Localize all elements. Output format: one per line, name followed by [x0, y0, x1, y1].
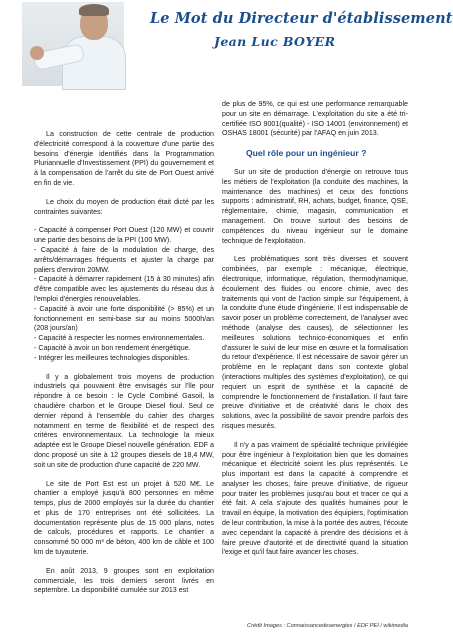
- photo-hair: [79, 4, 109, 16]
- director-photo: [22, 2, 124, 86]
- list-item: - Capacité à démarrer rapidement (15 à 30 minutes) afin d'être compatible avec les ajustements du réseau dus à l'emploi d'énergies renouvelables.: [34, 275, 214, 303]
- paragraph-jobs: Sur un site de production d'énergie on retrouve tous les métiers de l'exploitation (la conduite des machines, la maintenance des machines) et ceux des fonctions supports : administratif, RH, achats, budget, finance, QSE, réglementaire, chimie, magasin, communication et management. On trouve surtout des besoins de compétences du niveau ingénieur sur le domaine technique de l'exploitation.: [222, 167, 408, 245]
- paragraph-problems: Les problématiques sont très diverses et souvent combinées, par exemple : mécanique, électrique, électronique, informatique, régulation, thermodynamique, écoulement des fluides ou encore chimie, avec des traitements qui vont de l'action simple sur l'équipement, à la conduite d'une étude d'ingénierie. Il est indispensable de savoir poser un problème correctement, de l'analyser avec méthode (analyse des causes), de sélectionner les meilleures solutions technico-économiques et enfin d'assurer le suivi de leur mise en œuvre et la formalisation du retour d'expérience. Il est nécessaire de savoir gérer un problème en le replaçant dans son contexte global (interactions multiples des systèmes d'exploitation), ce qui requiert un esprit de synthèse et la capacité de comprendre le fonctionnement de l'installation. Il faut faire preuve d'initiative et de créativité dans le choix des solutions, avec la possibilité de savoir prendre parfois des risques mesurés.: [222, 255, 408, 430]
- paragraph-production-means: Il y a globalement trois moyens de production industriels qui pouvaient être envisagés sur l'île pour répondre à ce besoin : le Cycle Combiné Gasoil, la chaudière charbon et le Groupe Diesel fioul. Seul ce dernier répond à l'ensemble du cahier des charges notamment en terme de flexibilité et de respect des critères environnementaux. La technologie la mieux adaptée est le Groupe Diesel nouvelle génération. EDF a donc proposé un site à 12 groupes diesels de 18,4 MW, soit un site de production d'une capacité de 220 MW.: [34, 372, 214, 469]
- right-column: [222, 100, 408, 558]
- paragraph-august-2013: En août 2013, 9 groupes sont en exploitation commerciale, les trois derniers seront livrés en septembre. La disponibilité cumulée sur 2013 est: [34, 566, 214, 595]
- paragraph-specialty: Il n'y a pas vraiment de spécialité technique privilégiée pour être ingénieur à l'exploitation bien que les domaines mécanique et électricité soient les plus représentés. Le plus important est dans la capacité à comprendre et analyser les choses, faire preuve d'initiative, de rigueur pour traiter les problèmes jusqu'au bout et tracer ce qui a été fait. A cela s'ajoute des qualités humaines pour le travail en équipe, la motivation des équipiers, l'optimisation de leur contribution, la mise à la portée des autres, l'écoute avec cependant la capacité à prendre des décisions et à faire preuve d'autorité et de directivité quand la situation l'exige et qu'il faut faire avancer les choses.: [222, 440, 408, 557]
- paragraph-construction: La construction de cette centrale de production d'électricité correspond à la couverture d'une partie des besoins d'énergie identifiés dans la Programmation Pluriannuelle d'Investissement (PPI) du gouvernement et à la compensation de l'arrêt du site de Port Ouest arrivé en fin de vie.: [34, 130, 214, 187]
- list-item: - Capacité à avoir un bon rendement énergétique.: [34, 343, 191, 352]
- image-credit: Crédit Images : Connaissancedesenergies / EDF PEI / wikimedia: [247, 623, 408, 629]
- paragraph-availability: de plus de 95%, ce qui est une performance remarquable pour un site en démarrage. L'exploitation du site a été tri-certifiée ISO 9001(qualité) - ISO 14001 (environnement) et OSHAS 18001 (sécurité) par l'AFAQ en juin 2013.: [222, 100, 408, 138]
- list-item: - Intégrer les meilleures technologies disponibles.: [34, 353, 190, 362]
- article-title: Le Mot du Directeur d'établissement: [150, 10, 453, 27]
- list-item: - Capacité à avoir une forte disponibilité (> 85%) et un fonctionnement en semi-base sur au moins 5000h/an (208 jours/an): [34, 304, 214, 333]
- paragraph-choice-intro: Le choix du moyen de production était dicté par les contraintes suivantes:: [34, 197, 214, 216]
- paragraph-port-est: Le site de Port Est est un projet à 520 M€. Le chantier a employé jusqu'à 800 personnes en même temps, plus de 2000 employés sur la durée du chantier et plus de 170 entreprises ont été sollicitées. La documentation représente plus de 15 000 plans, notes de calculs, procédures et rapports. Le chantier a consommé 50 000 m³ de béton, 400 km de câble et 100 km de tuyauterie.: [34, 479, 214, 557]
- article-header: [0, 0, 453, 88]
- list-item: - Capacité à compenser Port Ouest (120 MW) et couvrir une partie des besoins de la PPI (100 MW).: [34, 226, 214, 245]
- list-item: - Capacité à faire de la modulation de charge, des arrêts/démarrages fréquents et ajuster la charge par paliers d'environ 20MW.: [34, 245, 214, 274]
- constraints-list: [34, 226, 214, 363]
- list-item: - Capacité à respecter les normes environnementales.: [34, 334, 205, 343]
- left-column: [34, 130, 214, 596]
- photo-hand: [30, 46, 44, 60]
- section-heading: Quel rôle pour un ingénieur ?: [246, 148, 367, 159]
- director-name: Jean Luc BOYER: [214, 34, 336, 49]
